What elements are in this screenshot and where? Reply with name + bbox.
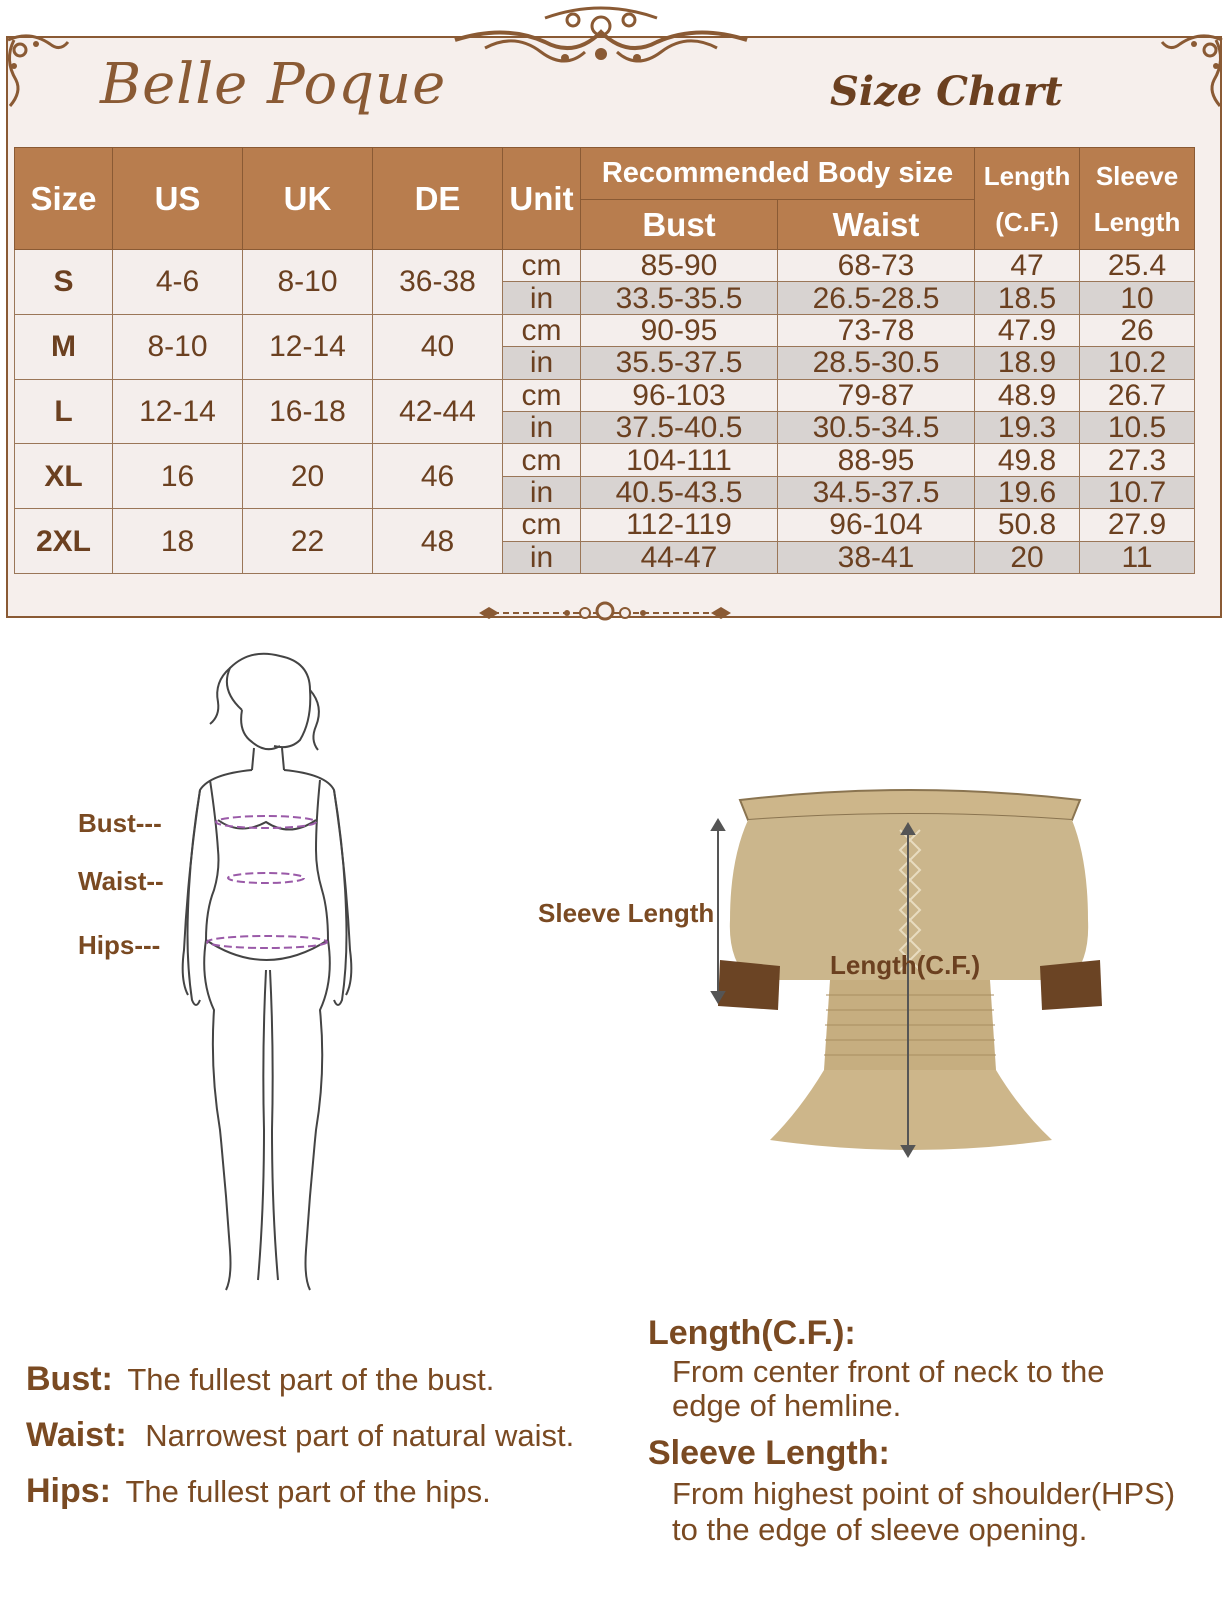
length-cm-cell: 47.9 [975,314,1080,346]
chart-title: Size Chart [830,68,1063,115]
size-cell: S [15,250,113,315]
waist-in-cell: 30.5-34.5 [778,411,975,443]
uk-size-cell: 8-10 [243,250,373,315]
waist-in-cell: 34.5-37.5 [778,476,975,508]
de-size-cell: 46 [373,444,503,509]
header-recommended: Recommended Body size [581,148,975,200]
sleeve-term: Sleeve Length: [648,1434,890,1472]
us-size-cell: 18 [113,509,243,574]
sleeve-in-cell: 10 [1080,282,1195,314]
unit-cm-cell: cm [503,509,581,541]
de-size-cell: 40 [373,314,503,379]
length-cf-label: Length(C.F.) [830,950,981,980]
waist-definition [26,1416,574,1455]
uk-size-cell: 22 [243,509,373,574]
uk-size-cell: 20 [243,444,373,509]
unit-cm-cell: cm [503,379,581,411]
de-size-cell: 42-44 [373,379,503,444]
top-ornament-icon [445,2,757,78]
sleeve-cm-cell: 27.9 [1080,509,1195,541]
bust-cm-cell: 104-111 [581,444,778,476]
bust-cm-cell: 90-95 [581,314,778,346]
sleeve-in-cell: 10.5 [1080,411,1195,443]
header-uk: UK [243,148,373,250]
waist-text: Narrowest part of natural waist. [145,1418,575,1453]
sleeve-cm-cell: 25.4 [1080,250,1195,282]
us-size-cell: 4-6 [113,250,243,315]
de-size-cell: 36-38 [373,250,503,315]
size-cell: XL [15,444,113,509]
waist-measure-label: Waist-- [78,866,164,896]
length-in-cell: 20 [975,541,1080,573]
hips-definition [26,1472,491,1511]
sleeve-in-cell: 10.2 [1080,347,1195,379]
us-size-cell: 16 [113,444,243,509]
length-term: Length(C.F.): [648,1314,856,1352]
sleeve-text-2: to the edge of sleeve opening. [672,1512,1088,1547]
sleeve-in-cell: 11 [1080,541,1195,573]
bust-in-cell: 44-47 [581,541,778,573]
length-in-cell: 19.3 [975,411,1080,443]
header-us: US [113,148,243,250]
header-waist: Waist [778,200,975,250]
unit-in-cell: in [503,347,581,379]
length-cm-cell: 48.9 [975,379,1080,411]
length-in-cell: 18.9 [975,347,1080,379]
table-row [15,379,1195,411]
unit-in-cell: in [503,541,581,573]
bust-in-cell: 35.5-37.5 [581,347,778,379]
brand-logo: Belle Poque [100,52,447,117]
sleeve-cm-cell: 26 [1080,314,1195,346]
hips-term: Hips: [26,1472,111,1510]
length-in-cell: 19.6 [975,476,1080,508]
waist-in-cell: 28.5-30.5 [778,347,975,379]
waist-term: Waist: [26,1416,127,1454]
waist-cm-cell: 73-78 [778,314,975,346]
bust-in-cell: 37.5-40.5 [581,411,778,443]
header-sleeve-bottom: Length [1093,206,1181,237]
size-table [14,147,1195,574]
bust-cm-cell: 85-90 [581,250,778,282]
unit-in-cell: in [503,282,581,314]
length-cm-cell: 50.8 [975,509,1080,541]
unit-cm-cell: cm [503,250,581,282]
sleeve-cm-cell: 27.3 [1080,444,1195,476]
us-size-cell: 12-14 [113,379,243,444]
bottom-ornament-icon [475,596,735,630]
hips-measure-label: Hips--- [78,930,161,960]
sleeve-text-1: From highest point of shoulder(HPS) [672,1476,1176,1511]
length-cm-cell: 49.8 [975,444,1080,476]
header-length [975,148,1080,250]
header-bust: Bust [581,200,778,250]
sleeve-in-cell: 10.7 [1080,476,1195,508]
header-length-top: Length [983,160,1071,191]
left-corner-ornament-icon [0,30,70,110]
length-in-cell: 18.5 [975,282,1080,314]
length-text-1: From center front of neck to the [672,1354,1105,1389]
bust-term: Bust: [26,1360,113,1398]
header-sleeve-top: Sleeve [1095,160,1179,191]
unit-cm-cell: cm [503,444,581,476]
right-corner-ornament-icon [1160,30,1230,110]
waist-cm-cell: 68-73 [778,250,975,282]
de-size-cell: 48 [373,509,503,574]
waist-cm-cell: 96-104 [778,509,975,541]
hips-text: The fullest part of the hips. [125,1474,491,1509]
length-text-2: edge of hemline. [672,1388,902,1423]
size-cell: M [15,314,113,379]
body-figure [170,650,370,1300]
size-cell: 2XL [15,509,113,574]
waist-cm-cell: 79-87 [778,379,975,411]
bust-cm-cell: 112-119 [581,509,778,541]
header-size: Size [15,148,113,250]
header-sleeve [1080,148,1195,250]
length-cm-cell: 47 [975,250,1080,282]
bust-measure-label: Bust--- [78,808,162,838]
sleeve-cm-cell: 26.7 [1080,379,1195,411]
bust-cm-cell: 96-103 [581,379,778,411]
waist-cm-cell: 88-95 [778,444,975,476]
us-size-cell: 8-10 [113,314,243,379]
waist-in-cell: 26.5-28.5 [778,282,975,314]
unit-cm-cell: cm [503,314,581,346]
bust-in-cell: 40.5-43.5 [581,476,778,508]
bust-definition [26,1360,494,1399]
waist-in-cell: 38-41 [778,541,975,573]
table-row [15,444,1195,476]
uk-size-cell: 12-14 [243,314,373,379]
bust-text: The fullest part of the bust. [127,1362,495,1397]
bust-in-cell: 33.5-35.5 [581,282,778,314]
uk-size-cell: 16-18 [243,379,373,444]
unit-in-cell: in [503,411,581,443]
table-row [15,509,1195,541]
sleeve-length-label: Sleeve Length [538,898,715,928]
size-cell: L [15,379,113,444]
header-length-bottom: (C.F.) [995,206,1059,237]
header-unit: Unit [503,148,581,250]
table-row [15,250,1195,282]
unit-in-cell: in [503,476,581,508]
table-row [15,314,1195,346]
header-de: DE [373,148,503,250]
